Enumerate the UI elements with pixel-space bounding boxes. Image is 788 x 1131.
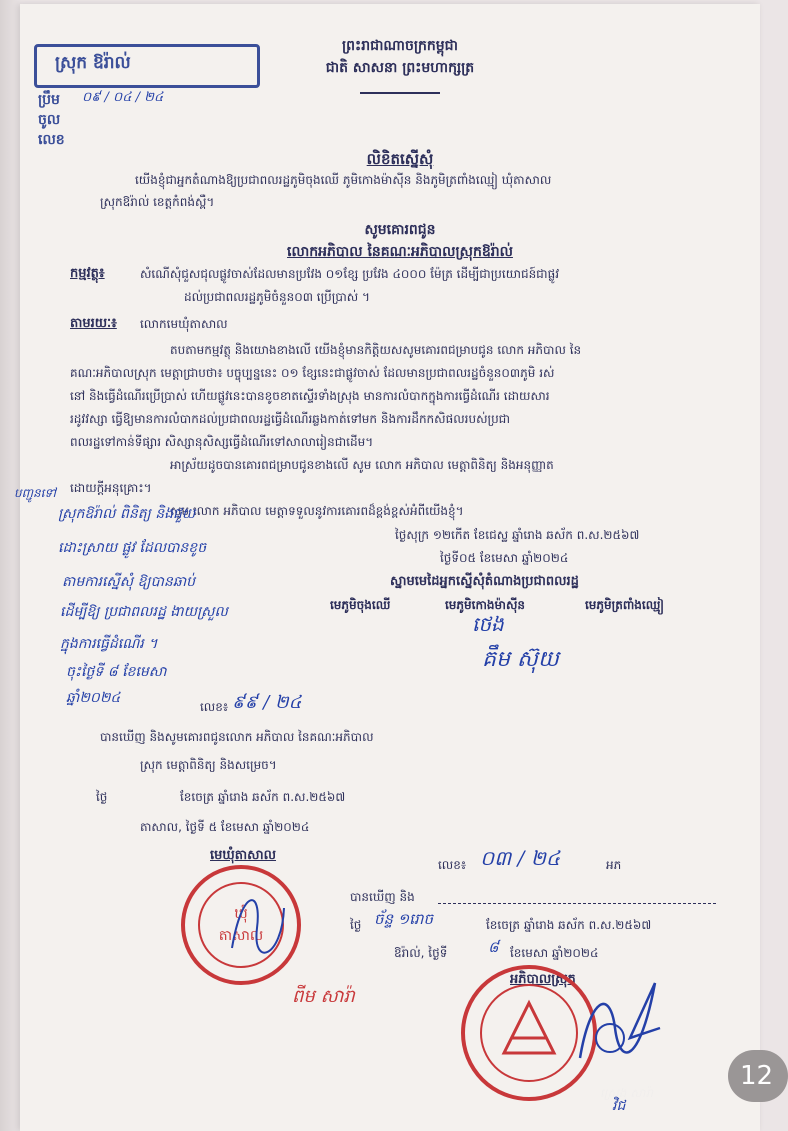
handwritten-line-6: ចុះថ្ងៃទី ៨ ខែមេសា (66, 664, 167, 680)
bottom-note: វិជ (612, 1098, 626, 1114)
body-line-6: អាស្រ័យដូចបានគោរពជម្រាបជូនខាងលើ សូម លោក អភិបាល មេត្តាពិនិត្យ និងអនុញ្ញាត (170, 458, 554, 472)
district-governor-title: អភិបាលស្រុក (510, 972, 576, 987)
district-no-label: លេខ៖ (438, 858, 467, 872)
respect-heading: សូមគោរពជូន (364, 222, 436, 238)
signers-title: ស្នាមមេដៃអ្នកស្នើសុំតំណាងប្រជាពលរដ្ឋ (390, 574, 579, 589)
body-line-1: តបតាមកម្មវត្ថុ និងយោងខាងលើ យើងខ្ញុំមានកិត្តិយសសូមគោរពជម្រាបជូន លោក អភិបាល នៃ (170, 343, 582, 357)
commune-date-lunar: ខែចេត្រ ឆ្នាំរោង ឆស័ក ព.ស.២៥៦៧ (180, 790, 346, 804)
governor-name (600, 1086, 653, 1101)
reference-text: លោកមេឃុំតាសាល (140, 317, 228, 331)
village-chief-3: មេភូមិត្រពាំងឈ្មៀ (585, 598, 664, 612)
handwritten-line-7: ឆ្នាំ២០២៤ (66, 690, 121, 706)
motto-heading: ជាតិ សាសនា ព្រះមហាក្សត្រ (325, 60, 475, 76)
commune-chief-name: ពីម សារ៉ា (292, 986, 355, 1007)
district-date-hand: ច័ន្ទ ១រោច (374, 910, 433, 928)
receipt-stamp-header (34, 44, 260, 88)
seal-text-bottom: តាសាល (218, 928, 264, 944)
body-line-3: នៅ និងធ្វើដំណើរប្រើប្រាស់ ហើយផ្លូវនេះបានខូចខាតស្ទើរទាំងស្រុង មានការលំបាកក្នុងការធ្វើដំណើរ ដោយសារ (70, 389, 550, 403)
handwritten-forward-label: បញ្ជូនទៅ (14, 486, 56, 500)
governor-signature-mark (560, 968, 670, 1078)
subject-line-2: ដល់ប្រជាពលរដ្ឋភូមិចំនួន០៣ ប្រើប្រាស់ ។ (184, 290, 370, 304)
handwritten-line-5: ក្នុងការធ្វើដំណើរ ។ (60, 636, 158, 652)
reference-label: តាមរយៈ៖ (70, 316, 117, 331)
document-title: លិខិតស្នើសុំ (366, 150, 434, 168)
subject-label: កម្មវត្ថុ៖ (70, 266, 105, 281)
page-edge-shadow (0, 0, 22, 1131)
handwritten-line-2: ដោះស្រាយ ផ្លូវ ដែលបានខូច (58, 540, 207, 556)
page-number-badge[interactable]: 12 (728, 1050, 788, 1102)
commune-place-date: តាសាល, ថ្ងៃទី ៥ ខែមេសា ឆ្នាំ២០២៤ (140, 820, 310, 834)
handwritten-line-4: ដើម្បីឱ្យ ប្រជាពលរដ្ឋ ងាយស្រួល (60, 604, 228, 620)
handwritten-line-3: តាមការស្នើសុំ ឱ្យបានឆាប់ (62, 574, 196, 590)
village-chief-2: មេភូមិកោងម៉ាស៊ីន (445, 598, 525, 612)
commune-ref-label: លេខ៖ (200, 700, 229, 714)
commune-ref-value: ៩៩ / ២៤ (232, 692, 302, 713)
seal-text-top: ឃុំ (234, 906, 248, 922)
district-date-solar: ខែមេសា ឆ្នាំ២០២៤ (510, 946, 599, 960)
body-line-4: រដូវវស្សា ធ្វើឱ្យមានការលំបាកដល់ប្រជាពលរដ្ឋធ្វើដំណើរឆ្លងកាត់ទៅមក និងការដឹកកសិផលរបស់ប្រជា (70, 412, 511, 426)
commune-seen-line-1: បានឃើញ និងសូមគោរពជូនលោក អភិបាល នៃគណៈអភិបាល (100, 730, 374, 744)
body-line-5: ពលរដ្ឋទៅកាន់ទីផ្សារ សិស្សានុសិស្សធ្វើដំណើរទៅសាលារៀនជាដើម។ (70, 435, 374, 449)
district-date-lunar: ខែចេត្រ ឆ្នាំរោង ឆស័ក ព.ស.២៥៦៧ (486, 918, 652, 932)
closing-line: សូម លោក អភិបាល មេត្តាទទួលនូវការគោរពដ៏ខ្ពង់ខ្ពស់អំពីយើងខ្ញុំ។ (170, 504, 464, 518)
commune-date-label: ថ្ងៃ (96, 790, 108, 804)
header-divider (360, 92, 440, 94)
stamp-label-in: ចូល (38, 112, 61, 128)
body-line-7: ដោយក្ដីអនុគ្រោះ។ (70, 481, 152, 495)
intro-line-2: ស្រុកឱរ៉ាល់ ខេត្តកំពង់ស្ពឺ។ (100, 195, 215, 209)
commune-signature-mark (222, 878, 292, 968)
district-seen-line (438, 903, 716, 904)
district-date-prefix: ថ្ងៃ (350, 918, 362, 932)
date-solar: ថ្ងៃទី០៥ ខែមេសា ឆ្នាំ២០២៤ (440, 551, 569, 565)
district-no-value: ០៣ / ២៤ (480, 846, 560, 870)
stamp-district-name: ស្រុក ឱរ៉ាល់ (55, 53, 131, 73)
recipient-heading: លោកអភិបាល នៃគណៈអភិបាលស្រុកឱរ៉ាល់ (287, 244, 513, 260)
commune-seen-line-2: ស្រុក មេត្តាពិនិត្យ និងសម្រេច។ (140, 758, 277, 772)
intro-line-1: យើងខ្ញុំជាអ្នកតំណាងឱ្យប្រជាពលរដ្ឋភូមិចុងឈើ ភូមិកោងម៉ាស៊ីន និងភូមិត្រពាំងឈ្មៀ ឃុំតាសាល (135, 173, 552, 187)
village-chief-1: មេភូមិចុងឈើ (330, 598, 391, 612)
district-date-solar-prefix: ឱរ៉ាល់, ថ្ងៃទី (394, 946, 448, 960)
date-lunar: ថ្ងៃសុក្រ ១២កើត ខែជេស្ឋ ឆ្នាំរោង ឆស័ក ព.ស.២៥៦៧ (395, 528, 640, 542)
village-signature-2: គឹម ស៊ុយ (482, 647, 559, 672)
kingdom-heading: ព្រះរាជាណាចក្រកម្ពុជា (341, 38, 458, 54)
district-seen-label: បានឃើញ និង (350, 890, 415, 904)
district-no-suffix: អភ (606, 858, 622, 872)
stamp-handwriting: ០៩ / ០៤ / ២៤ (82, 90, 164, 105)
subject-line-1: សំណើសុំជួសជុលផ្លូវចាស់ដែលមានប្រវែង ០១ខ្សែ ប្រវែង ៤០០០ ម៉ែត្រ ដើម្បីជាប្រយោជន៍ជាផ្លូវ (140, 267, 560, 281)
body-line-2: គណៈអភិបាលស្រុក មេត្តាជ្រាបថា៖ បច្ចុប្បន្ននេះ ០១ ខ្សែនេះជាផ្លូវចាស់ ដែលមានប្រជាពលរដ្ឋចំនួន០៣ភូមិ រស់ (70, 366, 555, 380)
commune-chief-title: មេឃុំតាសាល (210, 848, 277, 863)
village-signature-1: ថេង (472, 612, 504, 636)
handwritten-line-1: ស្រុកឱរ៉ាល់ ពិនិត្យ និងជួយ (58, 506, 196, 522)
district-date-solar-hand: ៨ (488, 938, 499, 956)
stamp-label-no: លេខ (38, 132, 65, 148)
stamp-label-date: ប្រឹម (38, 92, 60, 108)
